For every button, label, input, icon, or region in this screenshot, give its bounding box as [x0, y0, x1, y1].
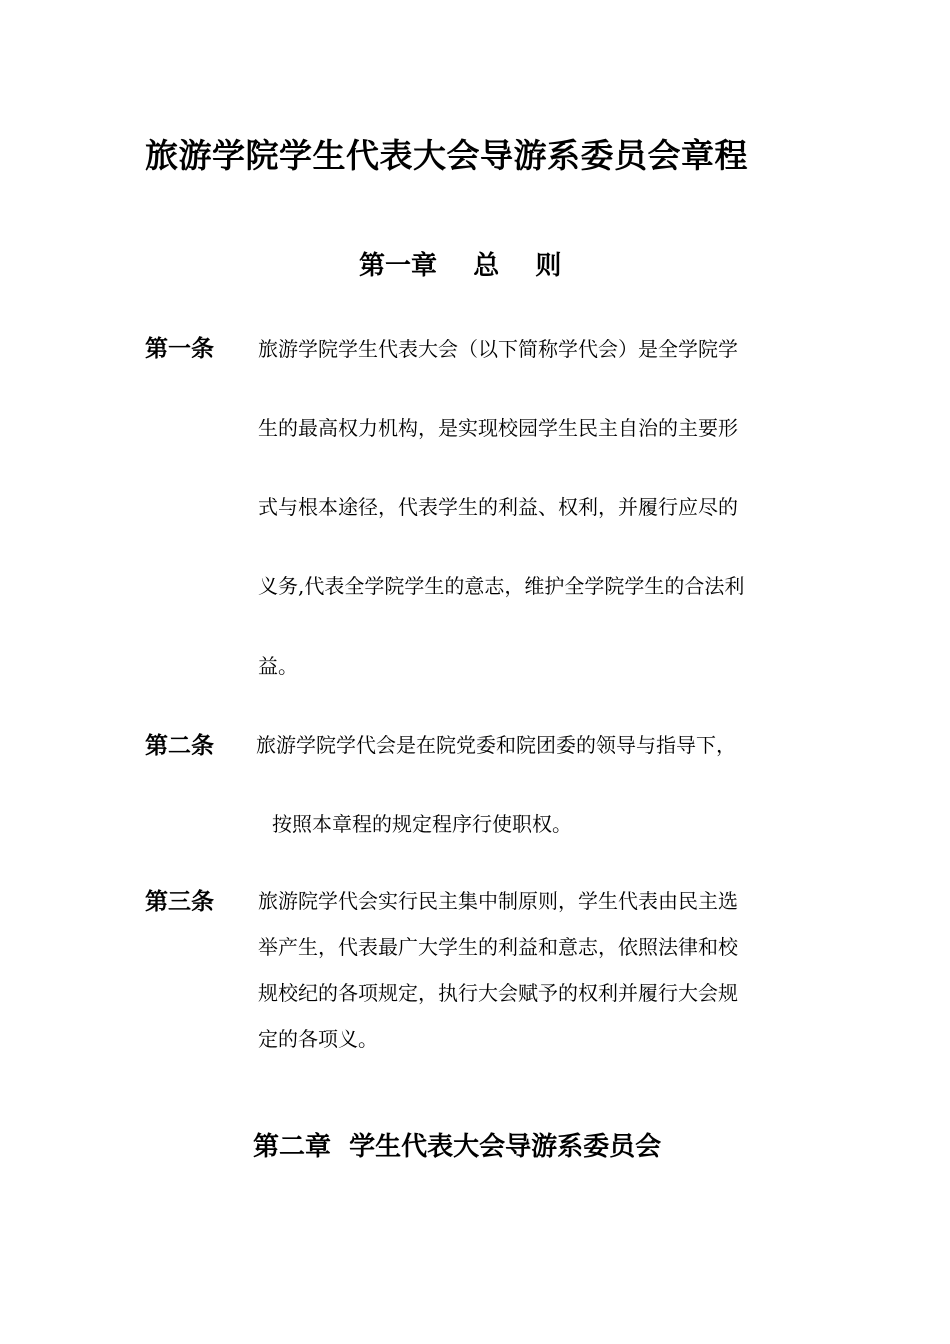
article-3-line-3: 规校纪的各项规定，执行大会赋予的权利并履行大会规 [258, 981, 738, 1005]
chapter-2-heading: 第二章 学生代表大会导游系委员会 [253, 1132, 662, 1162]
article-1-line-1: 旅游学院学生代表大会（以下简称学代会）是全学院学 [258, 337, 738, 361]
article-2-line-1: 旅游学院学代会是在院党委和院团委的领导与指导下， [256, 733, 736, 757]
article-3-line-2: 举产生，代表最广大学生的利益和意志，依照法律和校 [258, 935, 738, 959]
article-1-line-5: 益。 [258, 654, 298, 678]
document-title: 旅游学院学生代表大会导游系委员会章程 [145, 136, 748, 175]
article-1-line-2: 生的最高权力机构，是实现校园学生民主自治的主要形 [258, 416, 738, 440]
chapter-1-heading: 第一章 总 则 [359, 251, 562, 281]
article-3-line-1: 旅游院学代会实行民主集中制原则，学生代表由民主选 [258, 889, 738, 913]
article-3-line-4: 定的各项义。 [258, 1027, 378, 1051]
article-1-line-4: 义务,代表全学院学生的意志，维护全学院学生的合法利 [258, 574, 745, 598]
article-1-label: 第一条 [145, 335, 214, 362]
article-1-line-3: 式与根本途径，代表学生的利益、权利，并履行应尽的 [258, 495, 738, 519]
article-2-label: 第二条 [145, 732, 214, 759]
article-2-line-2: 按照本章程的规定程序行使职权。 [272, 812, 572, 836]
article-3-label: 第三条 [145, 888, 214, 915]
